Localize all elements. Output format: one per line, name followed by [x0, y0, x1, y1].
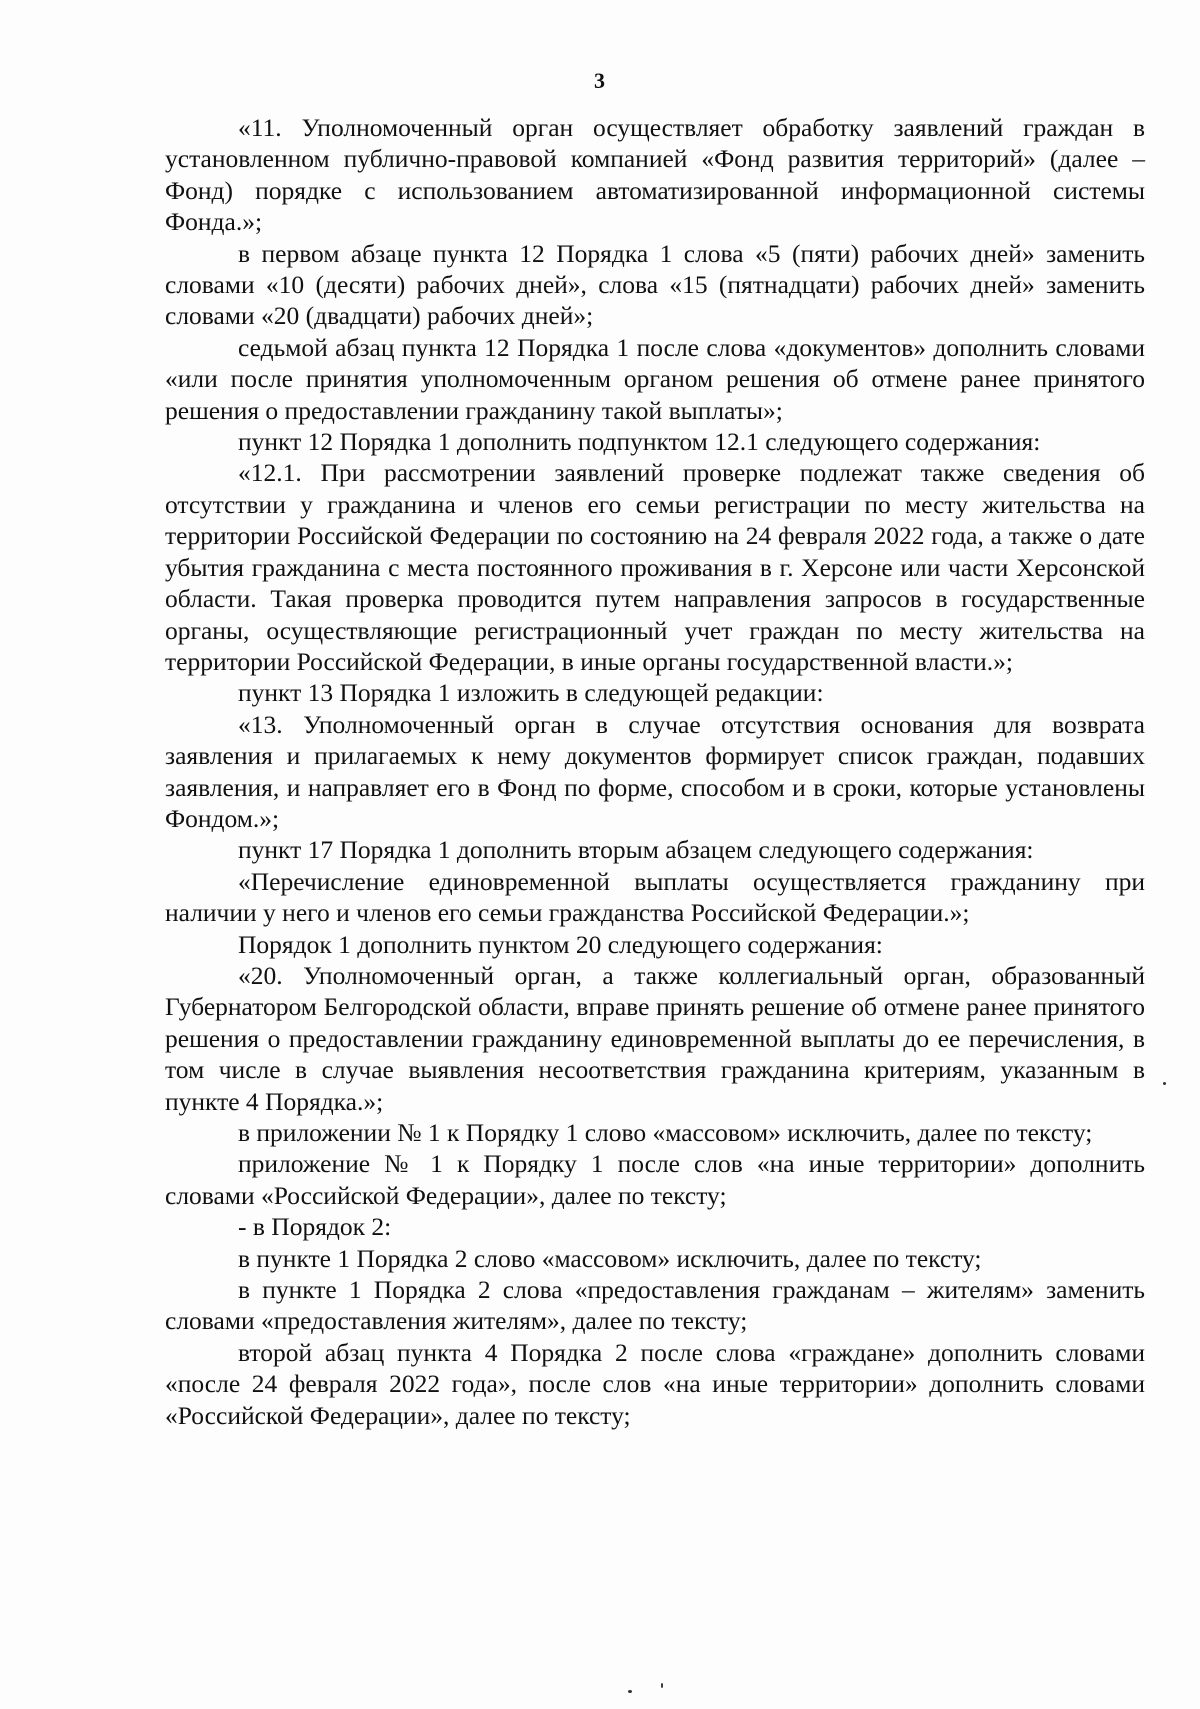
scan-speck — [661, 1683, 663, 1688]
document-body — [165, 112, 1145, 1431]
paragraph: в приложении № 1 к Порядку 1 слово «массовом» исключить, далее по тексту; — [238, 1118, 1093, 1147]
paragraph: «20. Уполномоченный орган, а также коллегиальный орган, образованный Губернатором Белгородской области, вправе принять решение об отмене ранее принятого решения о предоставлении гражданину единовременной выплаты до ее перечисления, в том числе в случае выявления несоответствия гражданина критериям, указанным в пункте 4 Порядка.»; — [165, 960, 1145, 1116]
paragraph: пункт 13 Порядка 1 изложить в следующей редакции: — [238, 678, 824, 708]
page-number: 3 — [594, 68, 606, 93]
paragraph: «Перечисление единовременной выплаты осуществляется гражданину при наличии у него и членов его семьи гражданства Российской Федерации.»; — [165, 866, 1145, 928]
paragraph: - в Порядок 2: — [238, 1212, 392, 1242]
paragraph: пункт 17 Порядка 1 дополнить вторым абзацем следующего содержания: — [238, 835, 1034, 865]
paragraph: приложение № 1 к Порядку 1 после слов «на иные территории» дополнить словами «Российской Федерации», далее по тексту; — [165, 1149, 1145, 1210]
paragraph: «12.1. При рассмотрении заявлений проверке подлежат также сведения об отсутствии у гражданина и членов его семьи регистрации по месту жительства на территории Российской Федерации по состоянию на 24 февраля 2022 года, а также о дате убытия гражданина с места постоянного проживания в г. Херсоне или части Херсонской области. Такая проверка проводится путем направления запросов в государственные органы, осуществляющие регистрационный учет граждан по месту жительства на территории Российской Федерации, в иные органы государственной власти.»; — [165, 458, 1145, 676]
paragraph: «13. Уполномоченный орган в случае отсутствия основания для возврата заявления и прилагаемых к нему документов формирует список граждан, подавших заявления, и направляет его в Фонд по форме, способом и в сроки, которые установлены Фондом.»; — [165, 709, 1145, 833]
scan-speck — [1163, 1082, 1166, 1085]
scan-speck — [628, 1690, 632, 1693]
paragraph: пункт 12 Порядка 1 дополнить подпунктом 12.1 следующего содержания: — [238, 427, 1041, 457]
paragraph: второй абзац пункта 4 Порядка 2 после слова «граждане» дополнить словами «после 24 февраля 2022 года», после слов «на иные территории» дополнить словами «Российской Федерации», далее по тексту; — [165, 1337, 1145, 1430]
paragraph: Порядок 1 дополнить пунктом 20 следующего содержания: — [238, 929, 883, 959]
paragraph: седьмой абзац пункта 12 Порядка 1 после слова «документов» дополнить словами «или после принятия уполномоченным органом решения об отмене ранее принятого решения о предоставлении гражданину такой выплаты»; — [165, 332, 1145, 425]
paragraph: в первом абзаце пункта 12 Порядка 1 слова «5 (пяти) рабочих дней» заменить словами «10 (десяти) рабочих дней», слова «15 (пятнадцати) рабочих дней» заменить словами «20 (двадцати) рабочих дней»; — [165, 238, 1145, 331]
paragraph: в пункте 1 Порядка 2 слова «предоставления гражданам – жителям» заменить словами «предоставления жителям», далее по тексту; — [165, 1275, 1145, 1336]
paragraph: «11. Уполномоченный орган осуществляет обработку заявлений граждан в установленном публично-правовой компанией «Фонд развития территорий» (далее – Фонд) порядке с использованием автоматизированной информационной системы Фонда.»; — [165, 113, 1145, 237]
paragraph: в пункте 1 Порядка 2 слово «массовом» исключить, далее по тексту; — [238, 1243, 982, 1273]
